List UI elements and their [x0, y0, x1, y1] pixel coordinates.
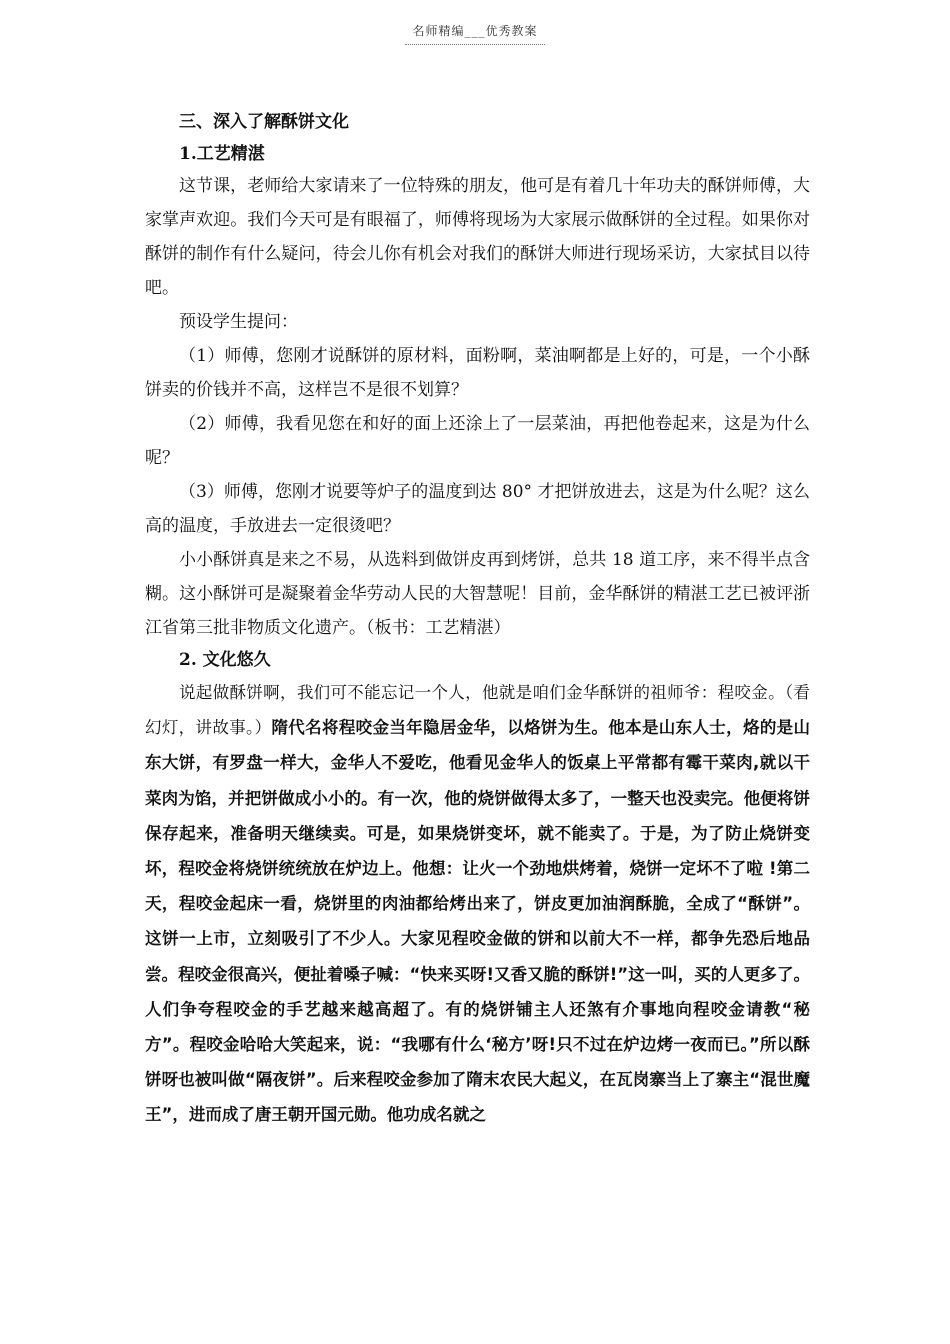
- part2-paragraph-story: [145, 675, 810, 1133]
- part1-question-2: （2）师傅，我看见您在和好的面上还涂上了一层菜油，再把他卷起来，这是为什么呢？: [145, 414, 810, 468]
- part1-paragraph-questions-label: 预设学生提问：: [179, 312, 298, 332]
- part1-paragraph-summary: 小小酥饼真是来之不易，从选料到做饼皮再到烤饼，总共 18 道工序，来不得半点含糊。这小酥饼可是凝聚着金华劳动人民的大智慧呢！目前，金华酥饼的精湛工艺已被评浙江省第三批非物质文化遗产。（板书：工艺精湛）: [145, 550, 810, 638]
- part1-question-3: （3）师傅，您刚才说要等炉子的温度到达 80° 才把饼放进去，这是为什么呢？这么高的温度，手放进去一定很烫吧？: [145, 482, 810, 536]
- section-title: 三、深入了解酥饼文化: [179, 112, 349, 132]
- part1-question-1: （1）师傅，您刚才说酥饼的原材料，面粉啊，菜油啊都是上好的，可是，一个小酥饼卖的价钱并不高，这样岂不是很不划算？: [145, 346, 810, 400]
- part2-title: 2. 文化悠久: [179, 650, 271, 670]
- document-body: [145, 107, 810, 1133]
- page-header: 名师精编___优秀教案: [412, 24, 538, 38]
- header-divider: [405, 44, 545, 45]
- part1-paragraph-intro: 这节课，老师给大家请来了一位特殊的朋友，他可是有着几十年功夫的酥饼师傅，大家掌声欢迎。我们今天可是有眼福了，师傅将现场为大家展示做酥饼的全过程。如果你对酥饼的制作有什么疑问，待会儿你有机会对我们的酥饼大师进行现场采访，大家拭目以待吧。: [145, 176, 810, 298]
- part2-story-intro: 说起做酥饼啊，我们可不能忘记一个人，他就是咱们金华酥饼的祖师爷：程咬金。（看幻灯，讲故事。）: [145, 683, 810, 738]
- part2-story-body: 隋代名将程咬金当年隐居金华，以烙饼为生。他本是山东人士，烙的是山东大饼，有罗盘一样大，金华人不爱吃，他看见金华人的饭桌上平常都有霉干菜肉,就以干菜肉为馅，并把饼做成小小的。有一次，他的烧饼做得太多了，一整天也没卖完。他便将饼保存起来，准备明天继续卖。可是，如果烧饼变坏，就不能卖了。于是，为了防止烧饼变坏，程咬金将烧饼统统放在炉边上。他想：让火一个劲地烘烤着，烧饼一定坏不了啦 !第二天，程咬金起床一看，烧饼里的肉油都给烤出来了，饼皮更加油润酥脆，全成了“酥饼”。这饼一上市，立刻吸引了不少人。大家见程咬金做的饼和以前大不一样，都争先恐后地品尝。程咬金很高兴，便扯着嗓子喊：“快来买呀!又香又脆的酥饼!”这一叫，买的人更多了。人们争夸程咬金的手艺越来越高超了。有的烧饼铺主人还煞有介事地向程咬金请教“秘方”。程咬金哈哈大笑起来，说：“我哪有什么‘秘方’呀!只不过在炉边烤一夜而已。”所以酥饼呀也被叫做“隔夜饼”。后来程咬金参加了隋末农民大起义，在瓦岗寨当上了寨主“混世魔王”，进而成了唐王朝开国元勋。他功成名就之: [145, 718, 811, 1125]
- part1-title: 1.工艺精湛: [179, 144, 265, 164]
